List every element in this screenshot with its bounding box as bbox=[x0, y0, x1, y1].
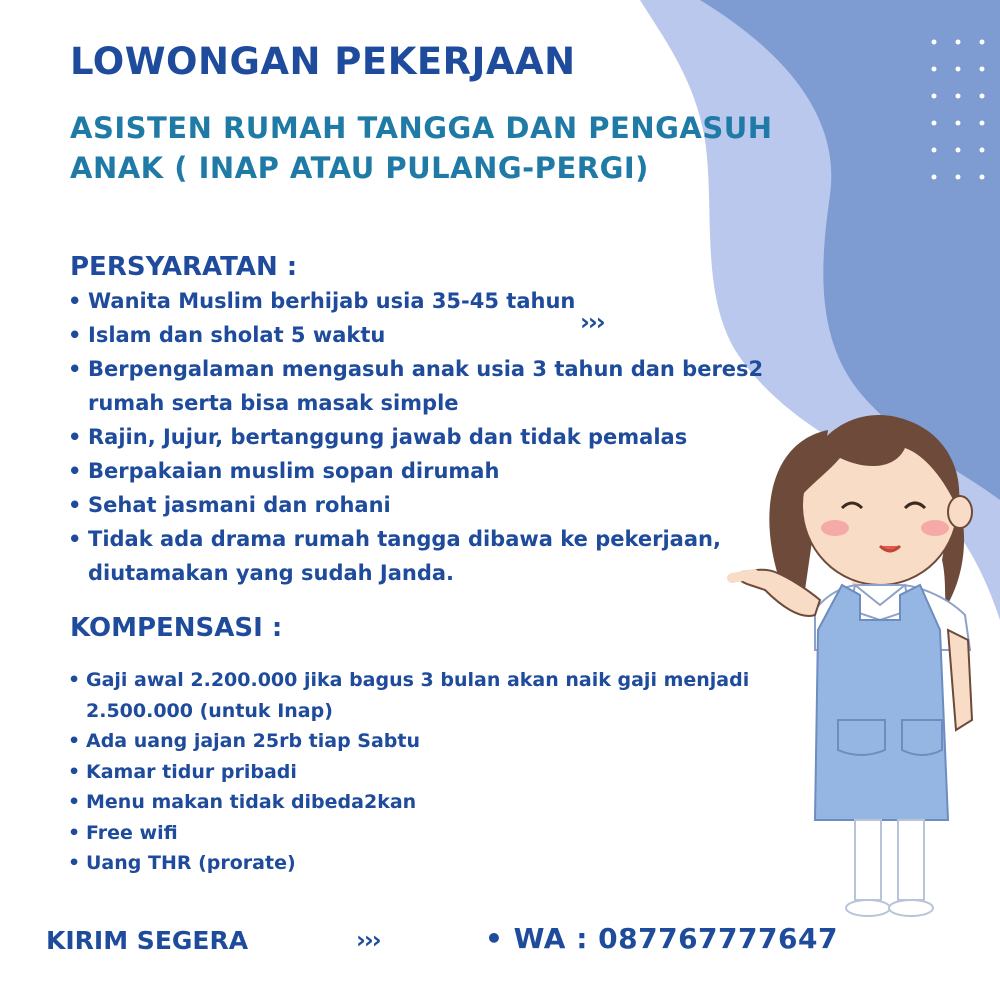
list-item: • Ada uang jajan 25rb tiap Sabtu bbox=[68, 726, 758, 757]
page-title: LOWONGAN PEKERJAAN bbox=[70, 40, 576, 83]
list-item: • Tidak ada drama rumah tangga dibawa ke pekerjaan, diutamakan yang sudah Janda. bbox=[68, 522, 808, 590]
list-item: • Berpakaian muslim sopan dirumah bbox=[68, 454, 808, 488]
requirements-list bbox=[68, 284, 808, 590]
requirements-heading: PERSYARATAN : bbox=[70, 252, 298, 282]
list-item: • Wanita Muslim berhijab usia 35-45 tahun bbox=[68, 284, 808, 318]
dot-grid-icon bbox=[928, 36, 988, 186]
chevron-right-icon: ››› bbox=[356, 926, 380, 954]
list-item: • Gaji awal 2.200.000 jika bagus 3 bulan akan naik gaji menjadi 2.500.000 (untuk Inap) bbox=[68, 665, 758, 726]
job-subtitle: ASISTEN RUMAH TANGGA DAN PENGASUH ANAK ( INAP ATAU PULANG-PERGI) bbox=[70, 111, 773, 185]
compensation-heading: KOMPENSASI : bbox=[70, 613, 283, 643]
list-item: • Berpengalaman mengasuh anak usia 3 tahun dan beres2 rumah serta bisa masak simple bbox=[68, 352, 808, 420]
list-item: • Rajin, Jujur, bertanggung jawab dan tidak pemalas bbox=[68, 420, 808, 454]
compensation-list bbox=[68, 665, 758, 879]
list-item: • Islam dan sholat 5 waktu bbox=[68, 318, 808, 352]
list-item: • Menu makan tidak dibeda2kan bbox=[68, 787, 758, 818]
list-item: • Kamar tidur pribadi bbox=[68, 757, 758, 788]
cta-label: KIRIM SEGERA bbox=[46, 926, 249, 955]
chevron-right-icon: ››› bbox=[580, 308, 604, 336]
whatsapp-contact[interactable]: • WA : 087767777647 bbox=[485, 922, 838, 955]
list-item: • Sehat jasmani dan rohani bbox=[68, 488, 808, 522]
housekeeper-illustration bbox=[720, 400, 1000, 930]
list-item: • Free wifi bbox=[68, 818, 758, 849]
list-item: • Uang THR (prorate) bbox=[68, 848, 758, 879]
